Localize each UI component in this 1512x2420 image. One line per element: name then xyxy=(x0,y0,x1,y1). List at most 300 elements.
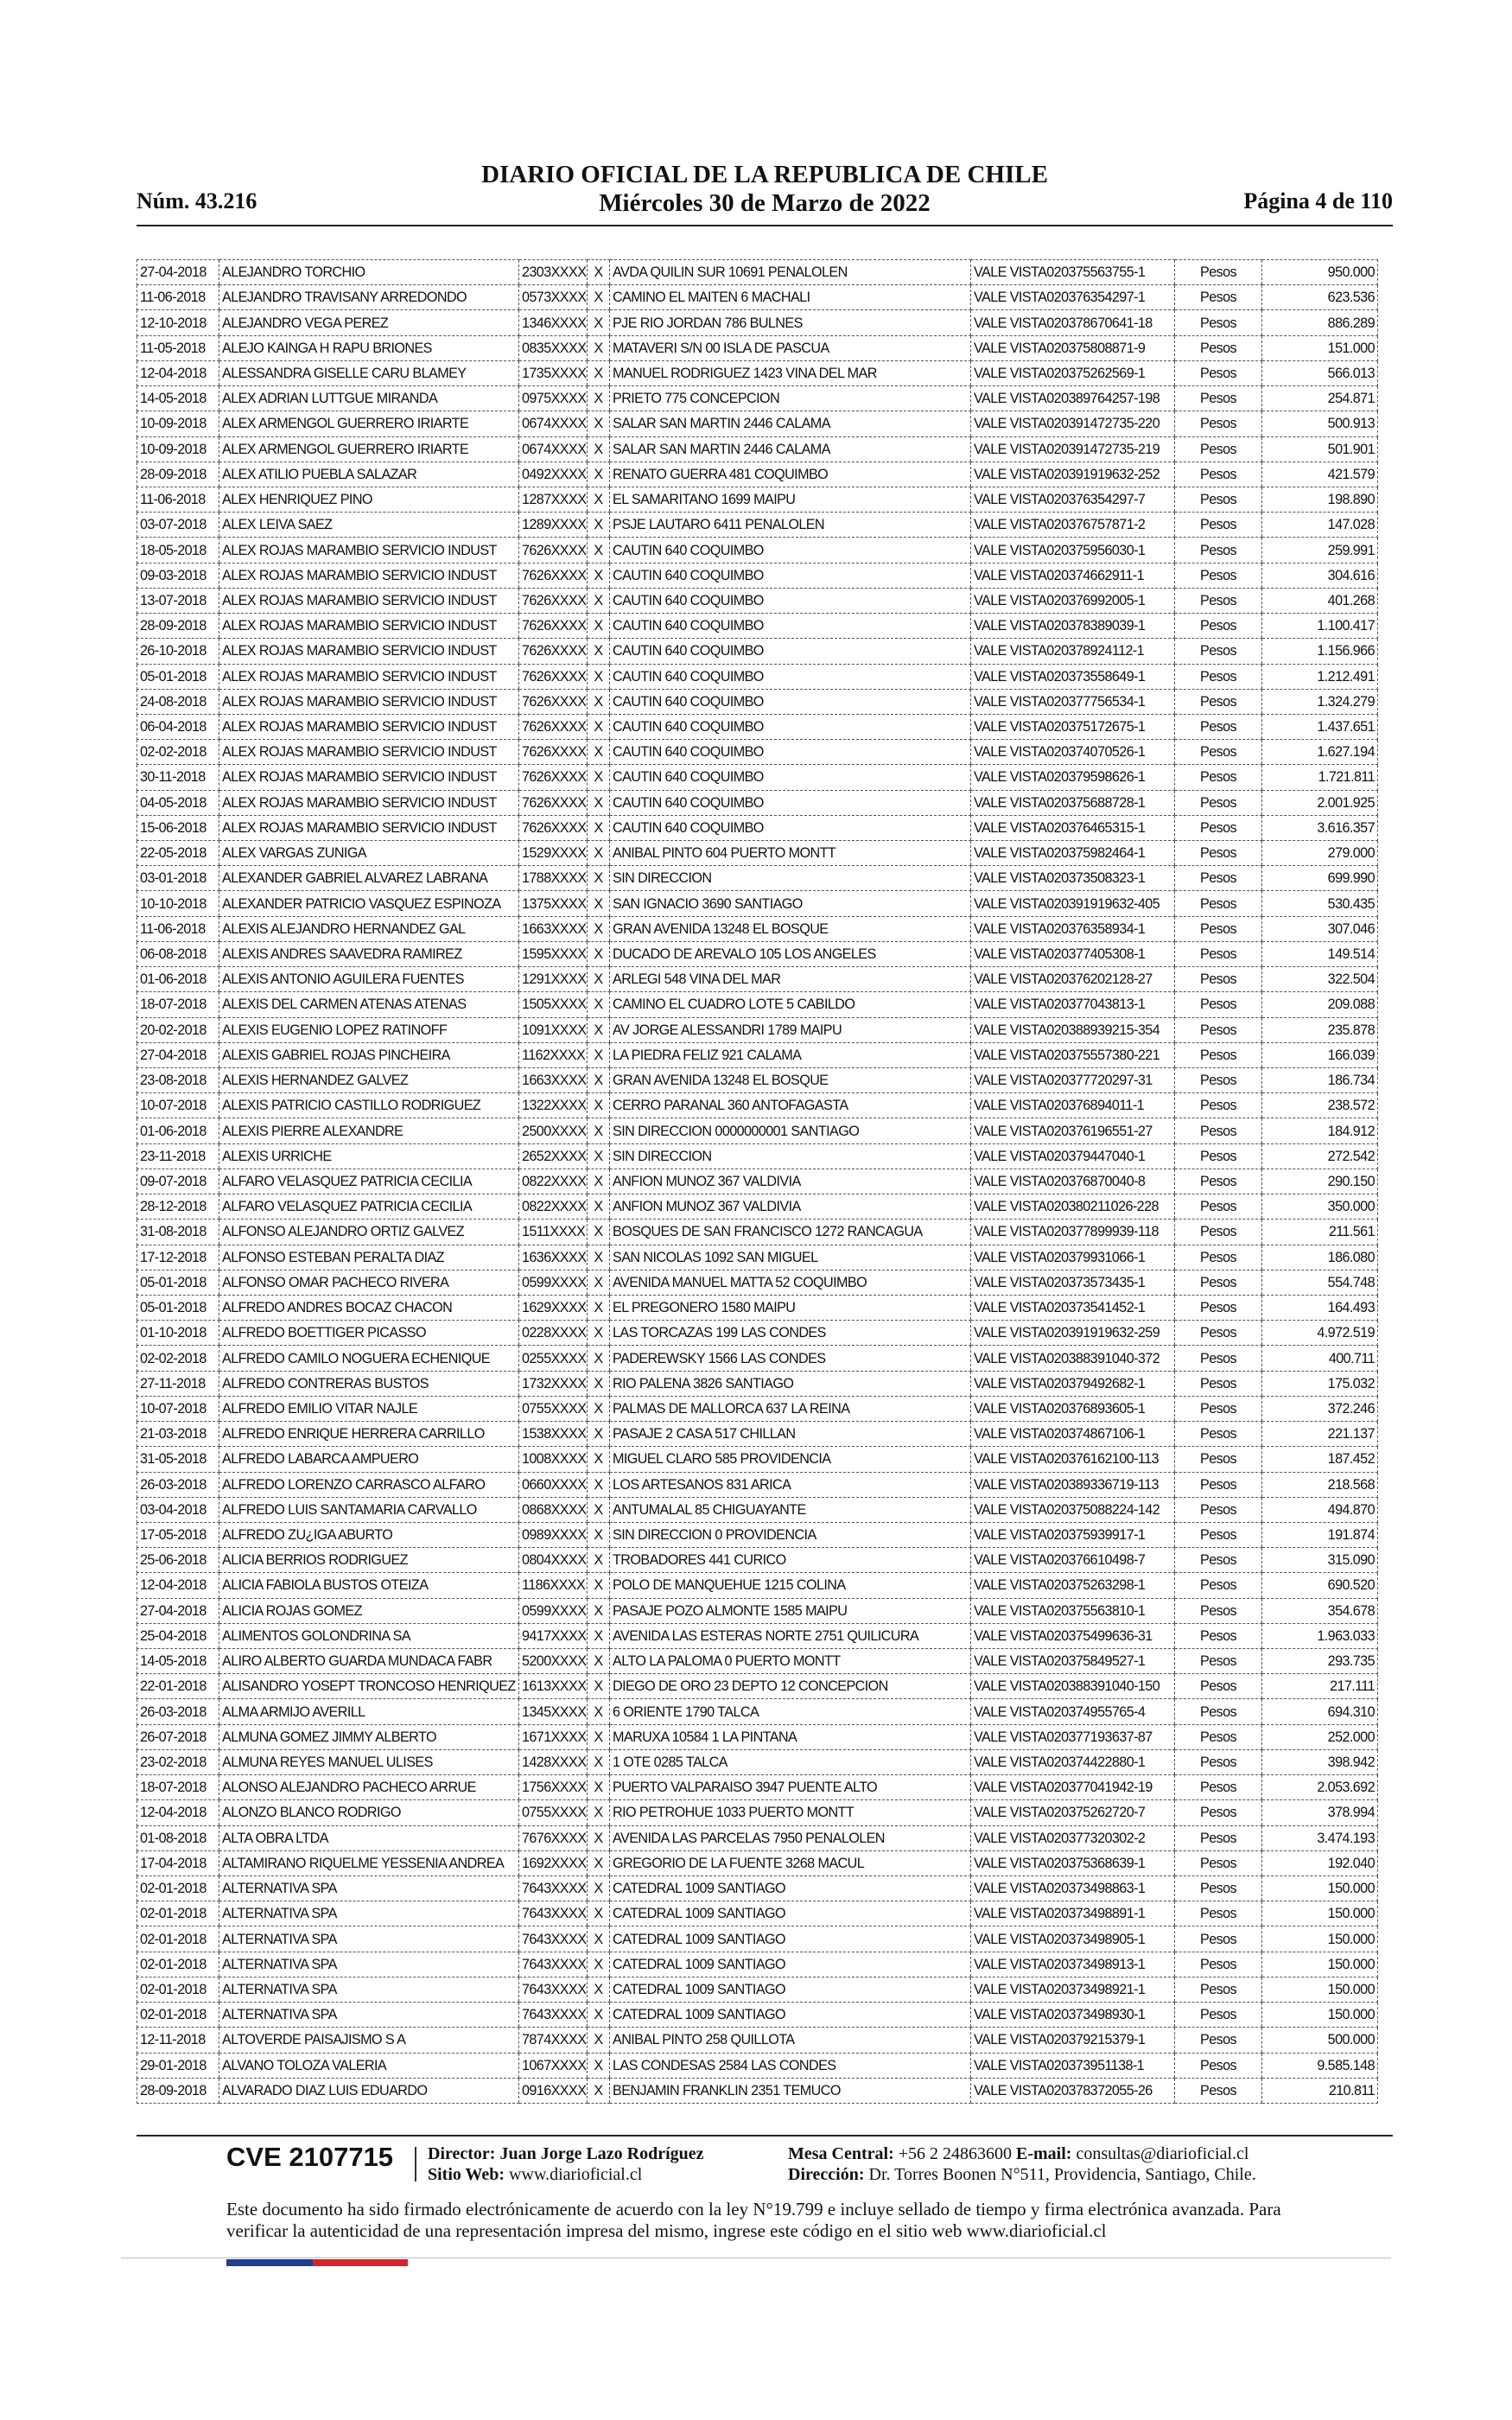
cell-currency: Pesos xyxy=(1175,1623,1262,1648)
cell-amount: 372.246 xyxy=(1262,1396,1378,1421)
director-label: Director: Juan Jorge Lazo Rodríguez xyxy=(428,2144,704,2163)
cell-amount: 150.000 xyxy=(1262,1876,1378,1901)
cell-date: 02-01-2018 xyxy=(137,1901,219,1926)
cell-document: VALE VISTA020374422880-1 xyxy=(971,1749,1175,1774)
cell-date: 18-07-2018 xyxy=(137,992,219,1017)
cell-mark: X xyxy=(588,1093,610,1118)
cell-address: GRAN AVENIDA 13248 EL BOSQUE xyxy=(610,916,971,941)
cell-currency: Pesos xyxy=(1175,538,1262,563)
cell-date: 02-01-2018 xyxy=(137,1876,219,1901)
cell-document: VALE VISTA020389764257-198 xyxy=(971,386,1175,411)
cell-mark: X xyxy=(588,1169,610,1194)
cell-name: ALEX ROJAS MARAMBIO SERVICIO INDUST xyxy=(219,563,519,588)
cell-currency: Pesos xyxy=(1175,1497,1262,1522)
cell-date: 02-02-2018 xyxy=(137,740,219,765)
cell-mark: X xyxy=(588,1371,610,1396)
cell-name: ALEX ROJAS MARAMBIO SERVICIO INDUST xyxy=(219,588,519,613)
cell-mark: X xyxy=(588,436,610,462)
table-row xyxy=(137,538,1378,563)
cell-document: VALE VISTA020378372055-26 xyxy=(971,2078,1175,2103)
cell-rut: 1788XXXX xyxy=(519,866,588,891)
cell-rut: 7676XXXX xyxy=(519,1825,588,1850)
table-row xyxy=(137,513,1378,538)
cell-date: 28-09-2018 xyxy=(137,462,219,487)
cell-date: 10-07-2018 xyxy=(137,1396,219,1421)
cell-address: GREGORIO DE LA FUENTE 3268 MACUL xyxy=(610,1850,971,1876)
cell-amount: 501.901 xyxy=(1262,436,1378,462)
cell-mark: X xyxy=(588,1143,610,1169)
cell-rut: 7626XXXX xyxy=(519,765,588,790)
table-row xyxy=(137,1042,1378,1067)
cell-currency: Pesos xyxy=(1175,1068,1262,1093)
cell-currency: Pesos xyxy=(1175,967,1262,992)
cell-address: CAUTIN 640 COQUIMBO xyxy=(610,740,971,765)
cell-document: VALE VISTA020375368639-1 xyxy=(971,1850,1175,1876)
cell-currency: Pesos xyxy=(1175,563,1262,588)
cell-name: ALICIA BERRIOS RODRIGUEZ xyxy=(219,1548,519,1573)
cell-mark: X xyxy=(588,1699,610,1724)
cell-rut: 1008XXXX xyxy=(519,1447,588,1472)
cell-amount: 350.000 xyxy=(1262,1194,1378,1220)
cell-rut: 7626XXXX xyxy=(519,563,588,588)
cell-document: VALE VISTA020374070526-1 xyxy=(971,740,1175,765)
cell-rut: 1346XXXX xyxy=(519,310,588,335)
cell-document: VALE VISTA020388391040-372 xyxy=(971,1346,1175,1371)
cell-date: 12-04-2018 xyxy=(137,360,219,385)
cell-document: VALE VISTA020378924112-1 xyxy=(971,639,1175,664)
cell-amount: 290.150 xyxy=(1262,1169,1378,1194)
cell-date: 27-11-2018 xyxy=(137,1371,219,1396)
cell-rut: 1091XXXX xyxy=(519,1017,588,1042)
cell-currency: Pesos xyxy=(1175,992,1262,1017)
cell-date: 13-07-2018 xyxy=(137,588,219,613)
cell-currency: Pesos xyxy=(1175,1573,1262,1598)
cell-mark: X xyxy=(588,639,610,664)
cell-address: RIO PALENA 3826 SANTIAGO xyxy=(610,1371,971,1396)
cell-amount: 279.000 xyxy=(1262,841,1378,866)
cell-mark: X xyxy=(588,790,610,815)
table-row xyxy=(137,1977,1378,2002)
cell-amount: 151.000 xyxy=(1262,335,1378,360)
cell-document: VALE VISTA020376610498-7 xyxy=(971,1548,1175,1573)
cell-rut: 1162XXXX xyxy=(519,1042,588,1067)
cell-date: 06-08-2018 xyxy=(137,941,219,966)
cell-currency: Pesos xyxy=(1175,436,1262,462)
cell-document: VALE VISTA020373508323-1 xyxy=(971,866,1175,891)
cell-address: CATEDRAL 1009 SANTIAGO xyxy=(610,1876,971,1901)
cell-document: VALE VISTA020379598626-1 xyxy=(971,765,1175,790)
cell-name: ALEJANDRO TRAVISANY ARREDONDO xyxy=(219,285,519,310)
cell-name: ALFREDO ENRIQUE HERRERA CARRILLO xyxy=(219,1422,519,1447)
cell-currency: Pesos xyxy=(1175,1598,1262,1623)
cell-currency: Pesos xyxy=(1175,1194,1262,1220)
cell-date: 26-03-2018 xyxy=(137,1699,219,1724)
table-row xyxy=(137,1371,1378,1396)
table-row xyxy=(137,1850,1378,1876)
cell-currency: Pesos xyxy=(1175,1017,1262,1042)
cell-amount: 2.001.925 xyxy=(1262,790,1378,815)
table-row xyxy=(137,639,1378,664)
cell-document: VALE VISTA020375172675-1 xyxy=(971,714,1175,739)
cell-name: ALFONSO ESTEBAN PERALTA DIAZ xyxy=(219,1245,519,1270)
cell-rut: 7626XXXX xyxy=(519,538,588,563)
cell-date: 09-07-2018 xyxy=(137,1169,219,1194)
cell-currency: Pesos xyxy=(1175,689,1262,714)
cell-rut: 0492XXXX xyxy=(519,462,588,487)
cell-mark: X xyxy=(588,1901,610,1926)
cell-document: VALE VISTA020388391040-150 xyxy=(971,1674,1175,1699)
cell-mark: X xyxy=(588,1472,610,1497)
cell-amount: 184.912 xyxy=(1262,1118,1378,1143)
cell-address: LA PIEDRA FELIZ 921 CALAMA xyxy=(610,1042,971,1067)
cell-document: VALE VISTA020376893605-1 xyxy=(971,1396,1175,1421)
cell-rut: 0916XXXX xyxy=(519,2078,588,2103)
cell-rut: 0822XXXX xyxy=(519,1194,588,1220)
cell-document: VALE VISTA020374662911-1 xyxy=(971,563,1175,588)
cell-rut: 0674XXXX xyxy=(519,436,588,462)
cell-document: VALE VISTA020375808871-9 xyxy=(971,335,1175,360)
cell-amount: 554.748 xyxy=(1262,1270,1378,1295)
table-row xyxy=(137,1522,1378,1547)
cell-rut: 7626XXXX xyxy=(519,614,588,639)
page-number: Página 4 de 110 xyxy=(1243,188,1393,213)
cell-amount: 186.080 xyxy=(1262,1245,1378,1270)
cell-name: ALFREDO EMILIO VITAR NAJLE xyxy=(219,1396,519,1421)
cell-amount: 694.310 xyxy=(1262,1699,1378,1724)
cell-amount: 699.990 xyxy=(1262,866,1378,891)
contact-block xyxy=(788,2143,1256,2185)
cell-date: 26-07-2018 xyxy=(137,1724,219,1749)
cell-date: 10-09-2018 xyxy=(137,411,219,436)
cell-rut: 1663XXXX xyxy=(519,1068,588,1093)
cell-mark: X xyxy=(588,1573,610,1598)
cell-currency: Pesos xyxy=(1175,360,1262,385)
cell-document: VALE VISTA020373498863-1 xyxy=(971,1876,1175,1901)
cell-document: VALE VISTA020375088224-142 xyxy=(971,1497,1175,1522)
cell-document: VALE VISTA020373498930-1 xyxy=(971,2003,1175,2028)
cell-date: 25-04-2018 xyxy=(137,1623,219,1648)
cell-document: VALE VISTA020373951138-1 xyxy=(971,2053,1175,2078)
cell-address: TROBADORES 441 CURICO xyxy=(610,1548,971,1573)
cell-rut: 0228XXXX xyxy=(519,1321,588,1346)
cell-address: ANIBAL PINTO 604 PUERTO MONTT xyxy=(610,841,971,866)
cell-amount: 886.289 xyxy=(1262,310,1378,335)
cell-mark: X xyxy=(588,1396,610,1421)
cell-currency: Pesos xyxy=(1175,411,1262,436)
cell-document: VALE VISTA020377720297-31 xyxy=(971,1068,1175,1093)
cell-rut: 0674XXXX xyxy=(519,411,588,436)
cell-rut: 7626XXXX xyxy=(519,588,588,613)
cell-amount: 9.585.148 xyxy=(1262,2053,1378,2078)
cell-currency: Pesos xyxy=(1175,1952,1262,1977)
cell-document: VALE VISTA020376358934-1 xyxy=(971,916,1175,941)
cell-address: AVDA QUILIN SUR 10691 PENALOLEN xyxy=(610,260,971,285)
cell-rut: 1186XXXX xyxy=(519,1573,588,1598)
table-row xyxy=(137,285,1378,310)
cell-address: AVENIDA LAS PARCELAS 7950 PENALOLEN xyxy=(610,1825,971,1850)
cell-date: 31-08-2018 xyxy=(137,1220,219,1245)
table-row xyxy=(137,436,1378,462)
cell-currency: Pesos xyxy=(1175,1724,1262,1749)
cell-name: ALEXIS URRICHE xyxy=(219,1143,519,1169)
cell-name: ALTERNATIVA SPA xyxy=(219,1977,519,2002)
table-row xyxy=(137,487,1378,512)
cell-address: AVENIDA MANUEL MATTA 52 COQUIMBO xyxy=(610,1270,971,1295)
cell-rut: 1428XXXX xyxy=(519,1749,588,1774)
cell-name: ALFREDO ZU¿IGA ABURTO xyxy=(219,1522,519,1547)
cell-currency: Pesos xyxy=(1175,714,1262,739)
cell-mark: X xyxy=(588,1548,610,1573)
cell-amount: 221.137 xyxy=(1262,1422,1378,1447)
cell-name: ALTERNATIVA SPA xyxy=(219,1952,519,1977)
cell-mark: X xyxy=(588,1295,610,1320)
cell-mark: X xyxy=(588,513,610,538)
cell-currency: Pesos xyxy=(1175,1649,1262,1674)
table-row xyxy=(137,1699,1378,1724)
cell-name: ALEXIS DEL CARMEN ATENAS ATENAS xyxy=(219,992,519,1017)
cell-address: CAUTIN 640 COQUIMBO xyxy=(610,790,971,815)
table-row xyxy=(137,335,1378,360)
cell-amount: 147.028 xyxy=(1262,513,1378,538)
header-divider xyxy=(137,225,1393,226)
cell-date: 27-04-2018 xyxy=(137,1598,219,1623)
cell-name: ALFREDO CONTRERAS BUSTOS xyxy=(219,1371,519,1396)
table-row xyxy=(137,1295,1378,1320)
page-header xyxy=(137,161,1393,216)
table-row xyxy=(137,1724,1378,1749)
cell-address: CAUTIN 640 COQUIMBO xyxy=(610,588,971,613)
cell-rut: 0989XXXX xyxy=(519,1522,588,1547)
cell-rut: 7626XXXX xyxy=(519,790,588,815)
flag-bar-red xyxy=(313,2259,408,2266)
cell-rut: 1291XXXX xyxy=(519,967,588,992)
cell-address: PALMAS DE MALLORCA 637 LA REINA xyxy=(610,1396,971,1421)
cell-mark: X xyxy=(588,538,610,563)
cell-currency: Pesos xyxy=(1175,335,1262,360)
cell-name: ALEXANDER GABRIEL ALVAREZ LABRANA xyxy=(219,866,519,891)
cell-mark: X xyxy=(588,285,610,310)
cell-date: 02-01-2018 xyxy=(137,2003,219,2028)
cell-mark: X xyxy=(588,1800,610,1825)
cell-rut: 2500XXXX xyxy=(519,1118,588,1143)
cell-amount: 500.000 xyxy=(1262,2028,1378,2053)
cell-rut: 1756XXXX xyxy=(519,1775,588,1800)
cell-name: ALEJO KAINGA H RAPU BRIONES xyxy=(219,335,519,360)
cell-rut: 1345XXXX xyxy=(519,1699,588,1724)
cell-mark: X xyxy=(588,360,610,385)
cell-address: CAMINO EL MAITEN 6 MACHALI xyxy=(610,285,971,310)
cell-amount: 378.994 xyxy=(1262,1800,1378,1825)
cell-rut: 1613XXXX xyxy=(519,1674,588,1699)
mesa-phone: +56 2 24863600 xyxy=(898,2144,1013,2163)
table-row xyxy=(137,1472,1378,1497)
cell-name: ALIMENTOS GOLONDRINA SA xyxy=(219,1623,519,1648)
cell-address: CAUTIN 640 COQUIMBO xyxy=(610,714,971,739)
cell-currency: Pesos xyxy=(1175,1674,1262,1699)
cell-date: 27-04-2018 xyxy=(137,1042,219,1067)
table-row xyxy=(137,1623,1378,1648)
cell-name: ALEXIS ANTONIO AGUILERA FUENTES xyxy=(219,967,519,992)
cell-document: VALE VISTA020373541452-1 xyxy=(971,1295,1175,1320)
cell-name: ALFONSO ALEJANDRO ORTIZ GALVEZ xyxy=(219,1220,519,1245)
cell-date: 20-02-2018 xyxy=(137,1017,219,1042)
table-row xyxy=(137,1926,1378,1952)
cell-mark: X xyxy=(588,841,610,866)
cell-rut: 7643XXXX xyxy=(519,1977,588,2002)
cell-currency: Pesos xyxy=(1175,1522,1262,1547)
cell-name: ALMUNA GOMEZ JIMMY ALBERTO xyxy=(219,1724,519,1749)
cell-amount: 209.088 xyxy=(1262,992,1378,1017)
cell-date: 17-04-2018 xyxy=(137,1850,219,1876)
cell-rut: 1529XXXX xyxy=(519,841,588,866)
cell-currency: Pesos xyxy=(1175,2078,1262,2103)
cell-mark: X xyxy=(588,1775,610,1800)
cell-name: ALONZO BLANCO RODRIGO xyxy=(219,1800,519,1825)
cell-rut: 7643XXXX xyxy=(519,1952,588,1977)
table-row xyxy=(137,1447,1378,1472)
cell-name: ALEX HENRIQUEZ PINO xyxy=(219,487,519,512)
cell-address: CAUTIN 640 COQUIMBO xyxy=(610,639,971,664)
cell-amount: 1.156.966 xyxy=(1262,639,1378,664)
cell-amount: 272.542 xyxy=(1262,1143,1378,1169)
cell-date: 11-06-2018 xyxy=(137,487,219,512)
cell-mark: X xyxy=(588,2053,610,2078)
cell-mark: X xyxy=(588,992,610,1017)
table-row xyxy=(137,916,1378,941)
cell-mark: X xyxy=(588,1270,610,1295)
cell-currency: Pesos xyxy=(1175,260,1262,285)
cell-name: ALEX ROJAS MARAMBIO SERVICIO INDUST xyxy=(219,790,519,815)
cell-rut: 1505XXXX xyxy=(519,992,588,1017)
cell-rut: 1671XXXX xyxy=(519,1724,588,1749)
site-link[interactable]: www.diarioficial.cl xyxy=(509,2165,643,2184)
cell-name: ALMUNA REYES MANUEL ULISES xyxy=(219,1749,519,1774)
cell-address: PASAJE 2 CASA 517 CHILLAN xyxy=(610,1422,971,1447)
cve-code: CVE 2107715 xyxy=(226,2142,394,2172)
cell-amount: 149.514 xyxy=(1262,941,1378,966)
cell-name: ALTERNATIVA SPA xyxy=(219,1876,519,1901)
cell-rut: 0599XXXX xyxy=(519,1270,588,1295)
table-row xyxy=(137,1598,1378,1623)
cell-currency: Pesos xyxy=(1175,765,1262,790)
cell-rut: 7626XXXX xyxy=(519,740,588,765)
cell-currency: Pesos xyxy=(1175,1118,1262,1143)
director-block xyxy=(428,2143,704,2185)
cell-name: ALEX ATILIO PUEBLA SALAZAR xyxy=(219,462,519,487)
cell-address: CAUTIN 640 COQUIMBO xyxy=(610,765,971,790)
cell-date: 12-04-2018 xyxy=(137,1573,219,1598)
cell-document: VALE VISTA020375563810-1 xyxy=(971,1598,1175,1623)
cell-rut: 1692XXXX xyxy=(519,1850,588,1876)
cell-date: 10-10-2018 xyxy=(137,891,219,916)
cell-document: VALE VISTA020391472735-219 xyxy=(971,436,1175,462)
cell-date: 10-07-2018 xyxy=(137,1093,219,1118)
cell-rut: 7874XXXX xyxy=(519,2028,588,2053)
cell-currency: Pesos xyxy=(1175,2028,1262,2053)
cell-currency: Pesos xyxy=(1175,1472,1262,1497)
cell-name: ALEX ROJAS MARAMBIO SERVICIO INDUST xyxy=(219,765,519,790)
cell-document: VALE VISTA020373498913-1 xyxy=(971,1952,1175,1977)
table-row xyxy=(137,1749,1378,1774)
cell-mark: X xyxy=(588,1522,610,1547)
cell-amount: 150.000 xyxy=(1262,1952,1378,1977)
cell-mark: X xyxy=(588,1447,610,1472)
cell-rut: 0573XXXX xyxy=(519,285,588,310)
cell-name: ALEX ARMENGOL GUERRERO IRIARTE xyxy=(219,436,519,462)
table-row xyxy=(137,360,1378,385)
table-row xyxy=(137,1346,1378,1371)
table-row xyxy=(137,1118,1378,1143)
cell-mark: X xyxy=(588,866,610,891)
cell-currency: Pesos xyxy=(1175,588,1262,613)
cell-date: 10-09-2018 xyxy=(137,436,219,462)
cell-date: 14-05-2018 xyxy=(137,1649,219,1674)
cell-mark: X xyxy=(588,1825,610,1850)
cell-date: 05-01-2018 xyxy=(137,1295,219,1320)
cell-mark: X xyxy=(588,1977,610,2002)
cell-amount: 191.874 xyxy=(1262,1522,1378,1547)
cell-name: ALFONSO OMAR PACHECO RIVERA xyxy=(219,1270,519,1295)
cell-currency: Pesos xyxy=(1175,1749,1262,1774)
cell-document: VALE VISTA020376894011-1 xyxy=(971,1093,1175,1118)
cell-amount: 235.878 xyxy=(1262,1017,1378,1042)
cell-name: ALFREDO LORENZO CARRASCO ALFARO xyxy=(219,1472,519,1497)
cell-name: ALMA ARMIJO AVERILL xyxy=(219,1699,519,1724)
cell-mark: X xyxy=(588,1926,610,1952)
table-row xyxy=(137,2003,1378,2028)
cell-document: VALE VISTA020379215379-1 xyxy=(971,2028,1175,2053)
table-row xyxy=(137,614,1378,639)
cell-address: PRIETO 775 CONCEPCION xyxy=(610,386,971,411)
cell-name: ALEX VARGAS ZUNIGA xyxy=(219,841,519,866)
table-row xyxy=(137,714,1378,739)
cell-mark: X xyxy=(588,1068,610,1093)
cell-mark: X xyxy=(588,1042,610,1067)
cell-rut: 1636XXXX xyxy=(519,1245,588,1270)
cell-amount: 623.536 xyxy=(1262,285,1378,310)
cell-address: CAUTIN 640 COQUIMBO xyxy=(610,815,971,840)
table-row xyxy=(137,689,1378,714)
cell-date: 02-02-2018 xyxy=(137,1346,219,1371)
cell-rut: 1322XXXX xyxy=(519,1093,588,1118)
table-row xyxy=(137,1017,1378,1042)
email-link[interactable]: consultas@diarioficial.cl xyxy=(1076,2144,1249,2163)
cell-currency: Pesos xyxy=(1175,941,1262,966)
table-row xyxy=(137,260,1378,285)
cell-document: VALE VISTA020377041942-19 xyxy=(971,1775,1175,1800)
cell-rut: 0755XXXX xyxy=(519,1396,588,1421)
cell-document: VALE VISTA020375563755-1 xyxy=(971,260,1175,285)
cell-date: 31-05-2018 xyxy=(137,1447,219,1472)
cell-rut: 1067XXXX xyxy=(519,2053,588,2078)
cell-date: 01-10-2018 xyxy=(137,1321,219,1346)
cell-mark: X xyxy=(588,689,610,714)
cell-amount: 254.871 xyxy=(1262,386,1378,411)
cell-date: 21-03-2018 xyxy=(137,1422,219,1447)
cell-currency: Pesos xyxy=(1175,1548,1262,1573)
cell-date: 06-04-2018 xyxy=(137,714,219,739)
footer-separator xyxy=(415,2147,416,2181)
cell-currency: Pesos xyxy=(1175,1699,1262,1724)
cell-name: ALEXIS EUGENIO LOPEZ RATINOFF xyxy=(219,1017,519,1042)
table-row xyxy=(137,815,1378,840)
table-row xyxy=(137,386,1378,411)
cell-currency: Pesos xyxy=(1175,614,1262,639)
cell-date: 02-01-2018 xyxy=(137,1977,219,2002)
cell-mark: X xyxy=(588,1749,610,1774)
cell-name: ALEXIS PIERRE ALEXANDRE xyxy=(219,1118,519,1143)
cell-currency: Pesos xyxy=(1175,310,1262,335)
